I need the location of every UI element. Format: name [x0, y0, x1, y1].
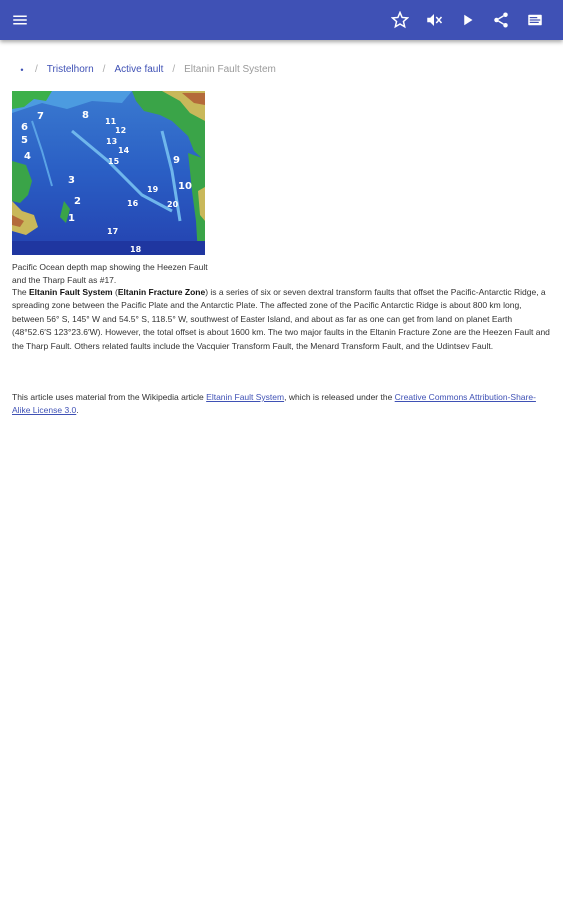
- map-label: 9: [173, 155, 180, 166]
- map-label: 18: [130, 245, 142, 254]
- body-text: ) is a series of six or seven dextral transform faults that offset the Pacific-Antarctic Ridge, a spreading zone between the Pacific Plate and the Antarctic Plate. The affected zone of the Pacific Antarctic Ridge is about 800 km long, between 56° S, 145° W and 54.5° S, 118.5° W, southwest of Easter Island, and about as far as one can get from land on planet Earth (48°52.6′S 123°23.6′W). However, the total offset is about 1600 km. The two major faults in the Eltanin Fracture Zone are the Heezen Fault and the Tharp Fault. Others related faults include the Vacquier Transform Fault, the Menard Transform Fault, and the Udintsev Fault.: [12, 287, 550, 351]
- map-label: 12: [115, 126, 127, 135]
- reader-icon[interactable]: [523, 8, 547, 32]
- breadcrumb-link-tristelhorn[interactable]: Tristelhorn: [46, 64, 94, 75]
- intro-text: The: [12, 287, 30, 297]
- breadcrumb-link-active-fault[interactable]: Active fault: [114, 64, 164, 75]
- map-label: 3: [68, 175, 75, 186]
- map-label: 16: [127, 199, 139, 208]
- map-label: 8: [82, 110, 89, 121]
- map-label: 4: [24, 151, 31, 162]
- breadcrumb-home-icon[interactable]: •: [20, 64, 24, 75]
- map-label: 1: [68, 213, 75, 224]
- paren-text: (: [112, 287, 118, 297]
- volume-off-icon[interactable]: [422, 8, 446, 32]
- share-icon[interactable]: [489, 8, 513, 32]
- article-alt-term: Eltanin Fracture Zone: [117, 287, 206, 297]
- map-label: 11: [105, 117, 117, 126]
- article-paragraph: [12, 286, 552, 353]
- map-label: 2: [74, 196, 81, 207]
- play-icon[interactable]: [456, 8, 480, 32]
- star-icon[interactable]: [388, 8, 412, 32]
- depth-map-svg: [12, 91, 205, 255]
- breadcrumb-separator: /: [102, 64, 106, 75]
- depth-map-image[interactable]: [12, 91, 205, 255]
- breadcrumb: [18, 64, 276, 75]
- wikipedia-article-link[interactable]: Eltanin Fault System: [206, 392, 285, 402]
- map-label: 7: [37, 111, 44, 122]
- app-toolbar: [0, 0, 563, 40]
- breadcrumb-separator: /: [35, 64, 38, 75]
- menu-icon[interactable]: [8, 8, 32, 32]
- breadcrumb-separator: /: [172, 64, 176, 75]
- attribution: [12, 391, 552, 418]
- breadcrumb-current: Eltanin Fault System: [184, 64, 276, 75]
- map-label: 14: [118, 146, 130, 155]
- article-term: Eltanin Fault System: [29, 287, 113, 297]
- map-label: 20: [167, 200, 179, 209]
- map-label: 15: [108, 157, 120, 166]
- map-label: 6: [21, 122, 28, 133]
- attribution-suffix: .: [76, 405, 79, 416]
- license-link[interactable]: Creative Commons Attribution-Share-Alike License 3.0: [12, 392, 536, 416]
- attribution-prefix: This article uses material from the Wikipedia article: [12, 392, 207, 402]
- map-label: 13: [106, 137, 118, 146]
- map-label: 5: [21, 135, 28, 146]
- image-caption: Pacific Ocean depth map showing the Heezen Fault and the Tharp Fault as #17.: [12, 262, 208, 285]
- map-label: 17: [107, 227, 119, 236]
- map-label: 19: [147, 185, 159, 194]
- map-label: 10: [178, 181, 192, 192]
- attribution-middle: , which is released under the: [284, 392, 395, 402]
